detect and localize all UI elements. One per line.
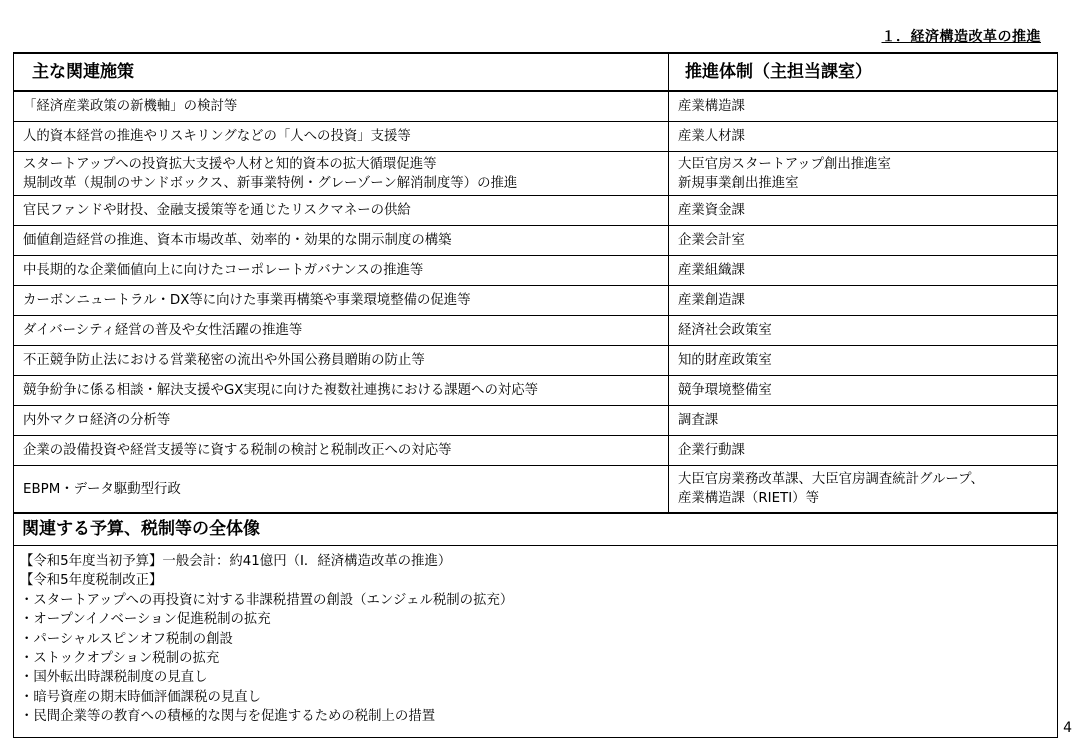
measure-cell <box>14 376 669 406</box>
table-row <box>14 122 1058 152</box>
policy-table <box>13 52 1058 738</box>
office-cell <box>669 152 1058 196</box>
office-cell <box>669 466 1058 514</box>
summary-line: ・国外転出時課税制度の見直し <box>20 670 208 686</box>
measure-cell <box>14 346 669 376</box>
office-text: 産業資金課 <box>678 203 745 218</box>
measure-text: EBPM・データ駆動型行政 <box>23 481 181 497</box>
header-office: 推進体制（主担当課室） <box>669 53 1058 91</box>
measure-cell <box>14 256 669 286</box>
measure-cell <box>14 122 669 152</box>
office-text: 調査課 <box>678 413 719 428</box>
summary-line: ・スタートアップへの再投資に対する非課税措置の創設（エンジェル税制の拡充） <box>20 592 514 608</box>
office-cell <box>669 316 1058 346</box>
office-cell <box>669 196 1058 226</box>
office-text: 新規事業創出推進室 <box>678 175 799 191</box>
office-cell <box>669 436 1058 466</box>
summary-line: ・ストックオプション税制の拡充 <box>20 651 220 667</box>
measure-text: ダイバーシティ経営の普及や女性活躍の推進等 <box>23 323 303 338</box>
measure-text: 規制改革（規制のサンドボックス、新事業特例・グレーゾーン解消制度等）の推進 <box>23 175 518 191</box>
measure-cell <box>14 436 669 466</box>
measure-text: 競争紛争に係る相談・解決支援やGX実現に向けた複数社連携における課題への対応等 <box>23 383 539 398</box>
table-row <box>14 316 1058 346</box>
measure-cell <box>14 91 669 122</box>
table-row <box>14 436 1058 466</box>
office-text: 企業行動課 <box>678 443 745 458</box>
table-header-row <box>14 53 1058 91</box>
office-text: 産業創造課 <box>678 293 745 308</box>
measure-cell <box>14 316 669 346</box>
summary-line: ・暗号資産の期末時価評価課税の見直し <box>20 689 262 705</box>
office-cell <box>669 376 1058 406</box>
measure-text: 中長期的な企業価値向上に向けたコーポレートガバナンスの推進等 <box>23 263 424 278</box>
summary-line: ・パーシャルスピンオフ税制の創設 <box>20 631 233 647</box>
measure-cell <box>14 226 669 256</box>
measure-text: カーボンニュートラル・DX等に向けた事業再構築や事業環境整備の促進等 <box>23 293 471 308</box>
table-row <box>14 196 1058 226</box>
section-title: １．経済構造改革の推進 <box>881 29 1041 45</box>
office-text: 企業会計室 <box>678 233 745 248</box>
measure-text: 人的資本経営の推進やリスキリングなどの「人への投資」支援等 <box>23 129 411 144</box>
office-text: 大臣官房スタートアップ創出推進室 <box>678 156 891 172</box>
measure-text: 官民ファンドや財投、金融支援策等を通じたリスクマネーの供給 <box>23 203 411 218</box>
table-row <box>14 286 1058 316</box>
office-text: 競争環境整備室 <box>678 383 772 398</box>
measure-cell <box>14 406 669 436</box>
office-text: 知的財産政策室 <box>678 353 772 368</box>
table-row <box>14 91 1058 122</box>
table-row <box>14 376 1058 406</box>
summary-header-row <box>14 513 1058 546</box>
measure-cell <box>14 152 669 196</box>
office-cell <box>669 91 1058 122</box>
measure-text: 「経済産業政策の新機軸」の検討等 <box>23 99 238 114</box>
page-number: 4 <box>1063 720 1072 736</box>
table-row <box>14 256 1058 286</box>
measure-text: 価値創造経営の推進、資本市場改革、効率的・効果的な開示制度の構築 <box>23 233 452 248</box>
office-cell <box>669 226 1058 256</box>
office-text: 産業構造課 <box>678 99 745 114</box>
measure-text: 内外マクロ経済の分析等 <box>23 413 171 428</box>
summary-line: ・オープンイノベーション促進税制の拡充 <box>20 612 271 628</box>
table-row <box>14 466 1058 514</box>
summary-line: ・民間企業等の教育への積極的な関与を促進するための税制上の措置 <box>20 709 436 725</box>
summary-line: 【令和5年度当初予算】一般会計：約41億円（Ⅰ．経済構造改革の推進） <box>20 554 452 569</box>
measure-text: スタートアップへの投資拡大支援や人材と知的資本の拡大循環促進等 <box>23 156 437 172</box>
office-text: 産業組織課 <box>678 263 745 278</box>
office-text: 産業人材課 <box>678 129 745 144</box>
measure-text: 不正競争防止法における営業秘密の流出や外国公務員贈賄の防止等 <box>23 353 425 368</box>
table-row <box>14 346 1058 376</box>
table-row <box>14 406 1058 436</box>
table-row <box>14 226 1058 256</box>
measure-cell <box>14 466 669 514</box>
office-text: 大臣官房業務改革課、大臣官房調査統計グループ、 <box>678 472 984 487</box>
summary-body-row <box>14 546 1058 738</box>
office-cell <box>669 346 1058 376</box>
table-row <box>14 152 1058 196</box>
office-text: 経済社会政策室 <box>678 323 772 338</box>
office-cell <box>669 286 1058 316</box>
office-cell <box>669 406 1058 436</box>
measure-cell <box>14 286 669 316</box>
measure-cell <box>14 196 669 226</box>
header-measures: 主な関連施策 <box>14 53 669 91</box>
office-cell <box>669 256 1058 286</box>
summary-title: 関連する予算、税制等の全体像 <box>14 513 1058 546</box>
office-text: 産業構造課（RIETI）等 <box>678 491 819 506</box>
summary-content <box>14 546 1058 738</box>
measure-text: 企業の設備投資や経営支援等に資する税制の検討と税制改正への対応等 <box>23 443 452 458</box>
office-cell <box>669 122 1058 152</box>
summary-line: 【令和5年度税制改正】 <box>20 573 163 589</box>
